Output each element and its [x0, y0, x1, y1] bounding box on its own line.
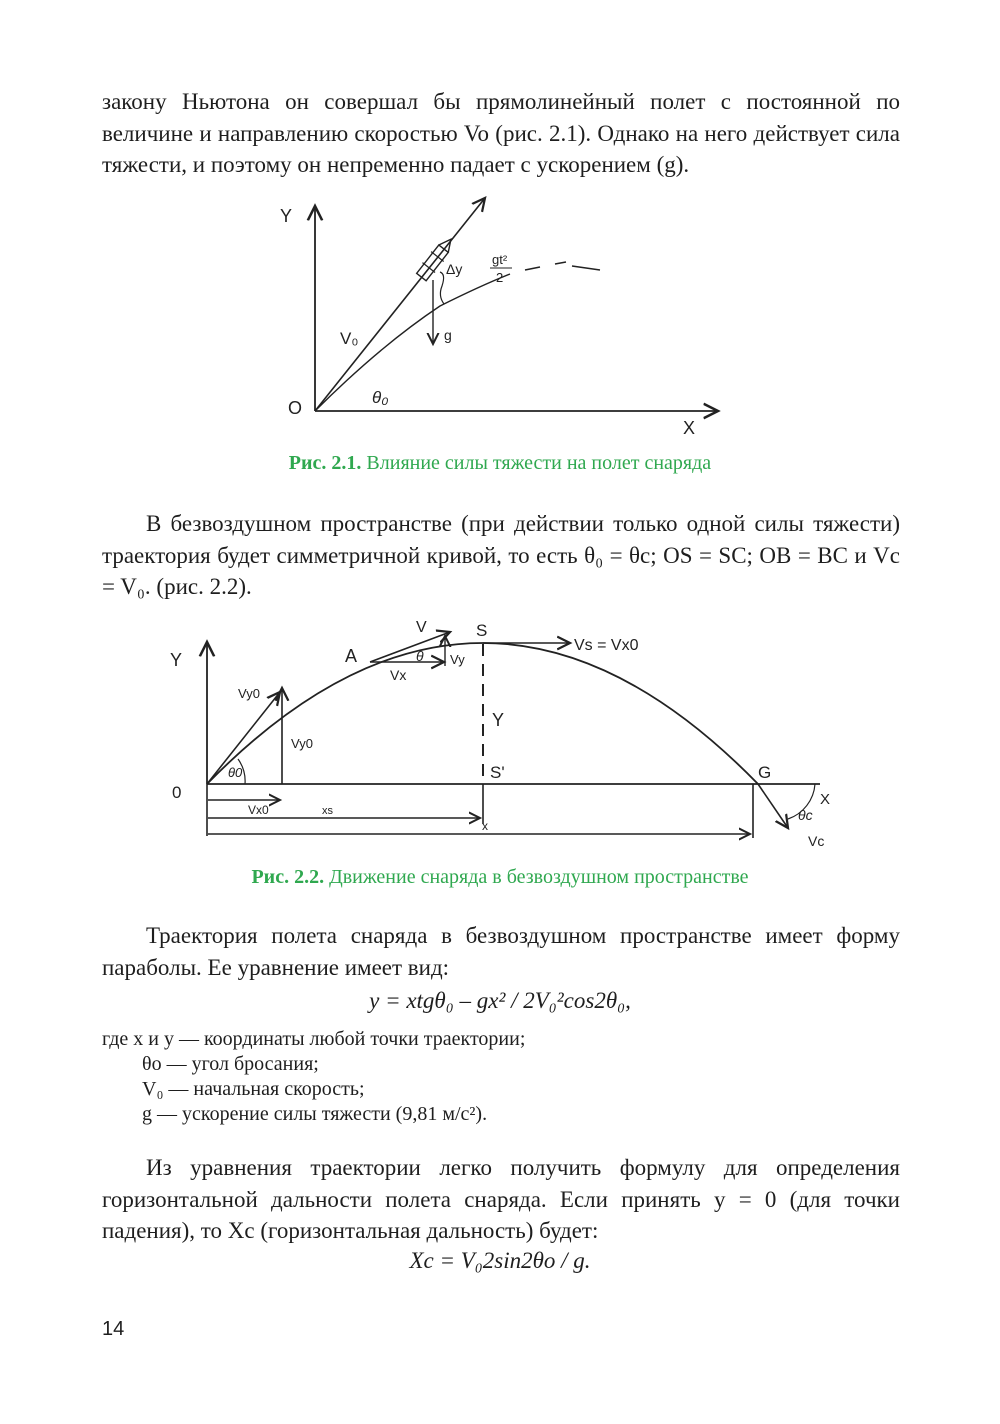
- range-formula: Xc = V₀2sin2θo / g.: [409, 1248, 591, 1273]
- definition-line: V₀ — начальная скорость;: [142, 1078, 365, 1100]
- fig2-point-a: A: [345, 646, 358, 666]
- fig2-vc-label: Vc: [808, 833, 825, 849]
- caption-2-prefix: Рис. 2.2.: [251, 866, 325, 888]
- velocity-vector: [315, 198, 485, 411]
- figure-2-1: [270, 196, 730, 441]
- fig1-velocity-label: V₀: [340, 329, 359, 348]
- fig2-vx-label: Vx: [390, 667, 407, 683]
- trajectory-dash: [525, 262, 600, 270]
- figure-2-2-caption: [0, 866, 1000, 889]
- fig1-frac-den: 2: [496, 270, 504, 285]
- fig2-theta-label: θ: [416, 648, 424, 664]
- fig2-y-label: Y: [170, 650, 183, 670]
- paragraph-2: В безвоздушном пространстве (при действии только одной силы тяжести) траектория будет симметричной кривой, то есть θ₀ = θc; OS = SC; OB = BC и Vc = V₀. (рис. 2.2).: [102, 511, 900, 599]
- fig1-gravity-label: g: [444, 327, 452, 343]
- fig2-vy0-right-label: Vy0: [291, 736, 313, 751]
- delta-y-brace: [440, 272, 444, 304]
- fig2-mid-y-label: Y: [492, 710, 505, 730]
- definition-line: g — ускорение силы тяжести (9,81 м/с²).: [142, 1103, 488, 1125]
- figure-2-2: [160, 614, 860, 854]
- fig2-x-label: X: [820, 791, 831, 808]
- fig2-x-dim-label: x: [482, 819, 488, 833]
- fig2-vx0-label: Vx0: [248, 803, 269, 817]
- fig2-theta-c-label: θc: [798, 807, 813, 823]
- fig2-vy0-left-label: Vy0: [238, 686, 260, 701]
- fig1-angle-label: θ₀: [372, 388, 389, 407]
- caption-1-text: Влияние силы тяжести на полет снаряда: [366, 452, 712, 474]
- fig2-origin-label: 0: [172, 783, 182, 802]
- figure-2-1-caption: [0, 452, 1000, 475]
- paragraph-4: Из уравнения траектории легко получить формулу для определения горизонтальной дальности полета снаряда. Если принять y = 0 (для точки падения), то Xc (горизонтальная дальность) будет:: [102, 1155, 900, 1243]
- paragraph-3: Траектория полета снаряда в безвоздушном пространстве имеет форму параболы. Ее уравнение имеет вид:: [102, 923, 900, 980]
- trajectory-formula: y = xtgθ₀ – gx² / 2V₀²cos2θ₀,: [369, 988, 631, 1013]
- fig2-theta0-label: θ0: [228, 765, 243, 780]
- fig2-vy-label: Vy: [450, 652, 465, 667]
- fig2-point-s-prime: S': [490, 763, 505, 782]
- fig1-delta-y-label: Δy: [446, 261, 463, 277]
- fig2-point-s: S: [476, 621, 488, 640]
- fig1-origin-label: O: [288, 398, 303, 418]
- vc-vector: [758, 784, 788, 828]
- caption-1-prefix: Рис. 2.1.: [288, 452, 362, 474]
- fig1-frac-num: gt²: [492, 252, 508, 267]
- fig1-y-label: Y: [280, 206, 293, 226]
- paragraph-1: закону Ньютона он совершал бы прямолинейный полет с постоянной по величине и направлению скоростью Vo (рис. 2.1). Однако на него действует сила тяжести, и поэтому он непременно падает с ускорением (g).: [102, 89, 900, 177]
- fig2-vs-label: Vs = Vx0: [574, 637, 639, 654]
- definition-line: где x и y — координаты любой точки траектории;: [102, 1028, 526, 1050]
- fig2-xs-label: xs: [322, 805, 333, 817]
- fig2-point-g: G: [758, 763, 772, 782]
- definition-line: θо — угол бросания;: [142, 1053, 319, 1075]
- fig1-x-label: X: [683, 418, 696, 438]
- page-number: 14: [102, 1318, 125, 1340]
- fig2-v-label: V: [416, 619, 427, 636]
- caption-2-text: Движение снаряда в безвоздушном пространстве: [329, 866, 749, 888]
